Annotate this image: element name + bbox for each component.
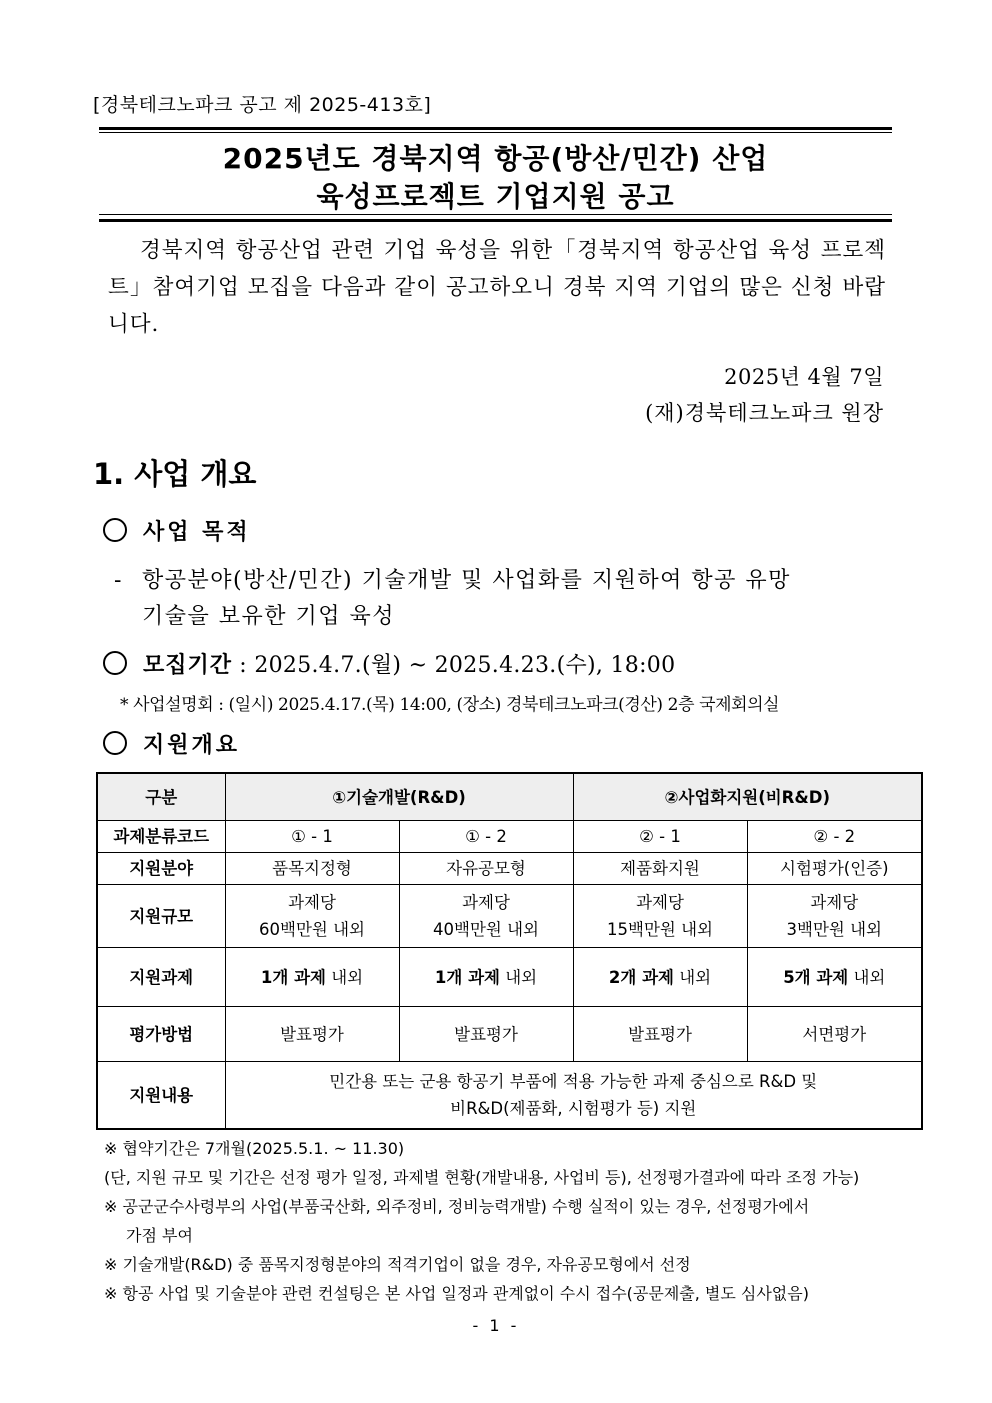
page-number: - 1 - [472,1316,520,1335]
note-contract-period: ※ 협약기간은 7개월(2025.5.1. ~ 11.30) [104,1139,405,1158]
table-cell: 품목지정형 [225,853,399,885]
table-cell [399,948,573,1007]
announcement-date: 2025년 4월 7일 [724,365,884,389]
row-label-content: 지원내용 [97,1062,225,1130]
intro-paragraph [108,232,886,343]
period-value: : 2025.4.7.(월) ~ 2025.4.23.(수), 18:00 [232,653,676,678]
purpose-label: 사업 목적 [143,519,251,545]
title-top-rule-thin [99,132,892,133]
note-adjustment: (단, 지원 규모 및 기간은 선정 평가 일정, 과제별 현황(개발내용, 사업비 등), 선정평가결과에 따라 조정 가능) [104,1168,860,1187]
task-suffix: 내외 [499,967,538,987]
scale-line1: 과제당 [288,893,336,912]
table-cell: ② - 2 [747,821,922,853]
row-label-tasks: 지원과제 [97,948,225,1007]
table-header-row [97,773,922,821]
row-label-eval: 평가방법 [97,1007,225,1062]
task-suffix: 내외 [673,967,712,987]
purpose-heading [103,515,251,546]
task-count: 1개 과제 [434,967,500,987]
circle-bullet-icon [103,651,127,675]
briefing-session-note: * 사업설명회 : (일시) 2025.4.17.(목) 14:00, (장소) 경북테크노파크(경산) 2층 국제회의실 [120,695,780,715]
table-cell [225,1062,922,1130]
table-cell [399,885,573,948]
table-row [97,885,922,948]
table-row [97,1062,922,1130]
scale-line2: 40백만원 내외 [433,920,539,939]
task-count: 5개 과제 [783,967,849,987]
table-cell: 시험평가(인증) [747,853,922,885]
note-bonus-points: ※ 공군군수사령부의 사업(부품국산화, 외주정비, 정비능력개발) 수행 실적이 있는 경우, 선정평가에서 [104,1197,810,1216]
row-label-scale: 지원규모 [97,885,225,948]
page-title-line2: 육성프로젝트 기업지원 공고 [316,180,675,213]
table-cell [225,885,399,948]
table-col-header: 구분 [97,773,225,821]
content-line2: 비R&D(제품화, 시험평가 등) 지원 [450,1099,697,1118]
table-cell [747,948,922,1007]
scale-line2: 60백만원 내외 [259,920,365,939]
task-suffix: 내외 [325,967,364,987]
task-count: 2개 과제 [608,967,674,987]
circle-bullet-icon [103,518,127,542]
purpose-description [114,563,898,635]
row-label-field: 지원분야 [97,853,225,885]
purpose-line2: 기술을 보유한 기업 육성 [142,604,396,629]
scale-line1: 과제당 [636,893,684,912]
group-commercial-header: ②사업화지원(비R&D) [573,773,922,821]
table-cell: 제품화지원 [573,853,747,885]
table-row [97,1007,922,1062]
table-cell [573,948,747,1007]
note-selection: ※ 기술개발(R&D) 중 품목지정형분야의 적격기업이 없을 경우, 자유공모형에서 선정 [104,1255,691,1274]
dash-bullet: - [114,568,123,593]
recruitment-period [103,648,675,679]
table-row [97,821,922,853]
group-rnd-header: ①기술개발(R&D) [225,773,573,821]
task-suffix: 내외 [848,967,886,987]
title-bottom-rule-thin [99,214,892,215]
issuer: (재)경북테크노파크 원장 [645,401,884,425]
page-title-line1: 2025년도 경북지역 항공(방산/민간) 산업 [222,142,769,175]
table-cell: 발표평가 [225,1007,399,1062]
circle-bullet-icon [103,731,127,755]
table-cell: 서면평가 [747,1007,922,1062]
intro-text: 경북지역 항공산업 관련 기업 육성을 위한「경북지역 항공산업 육성 프로젝트」참여기업 모집을 다음과 같이 공고하오니 경북 지역 기업의 많은 신청 바랍니다. [108,238,886,337]
table-cell: 발표평가 [399,1007,573,1062]
table-cell: ② - 1 [573,821,747,853]
scale-line1: 과제당 [462,893,510,912]
period-label: 모집기간 [143,652,233,678]
content-line1: 민간용 또는 군용 항공기 부품에 적용 가능한 과제 중심으로 R&D 및 [329,1072,818,1091]
scale-line1: 과제당 [810,893,859,912]
table-row [97,948,922,1007]
table-cell [747,885,922,948]
table-row [97,853,922,885]
table-cell: ① - 1 [225,821,399,853]
scale-line2: 15백만원 내외 [607,920,713,939]
table-cell: 발표평가 [573,1007,747,1062]
table-cell: 자유공모형 [399,853,573,885]
row-label-code: 과제분류코드 [97,821,225,853]
notes-section [104,1134,894,1308]
table-cell: ① - 2 [399,821,573,853]
support-overview-table [96,772,923,1130]
notice-number: [경북테크노파크 공고 제 2025-413호] [93,94,432,116]
purpose-line1: 항공분야(방산/민간) 기술개발 및 사업화를 지원하여 항공 유망 [142,568,791,593]
table-cell [573,885,747,948]
note-consulting: ※ 항공 사업 및 기술분야 관련 컨설팅은 본 사업 일정과 관계없이 수시 접수(공문제출, 별도 심사없음) [104,1284,809,1303]
support-label: 지원개요 [143,732,241,758]
support-overview-heading [103,728,240,759]
note-bonus-points-cont: 가점 부여 [126,1226,193,1245]
task-count: 1개 과제 [260,967,326,987]
title-bottom-rule [99,219,892,222]
table-cell [225,948,399,1007]
scale-line2: 3백만원 내외 [786,920,882,939]
title-top-rule [99,127,892,130]
section-heading: 1. 사업 개요 [93,457,257,491]
